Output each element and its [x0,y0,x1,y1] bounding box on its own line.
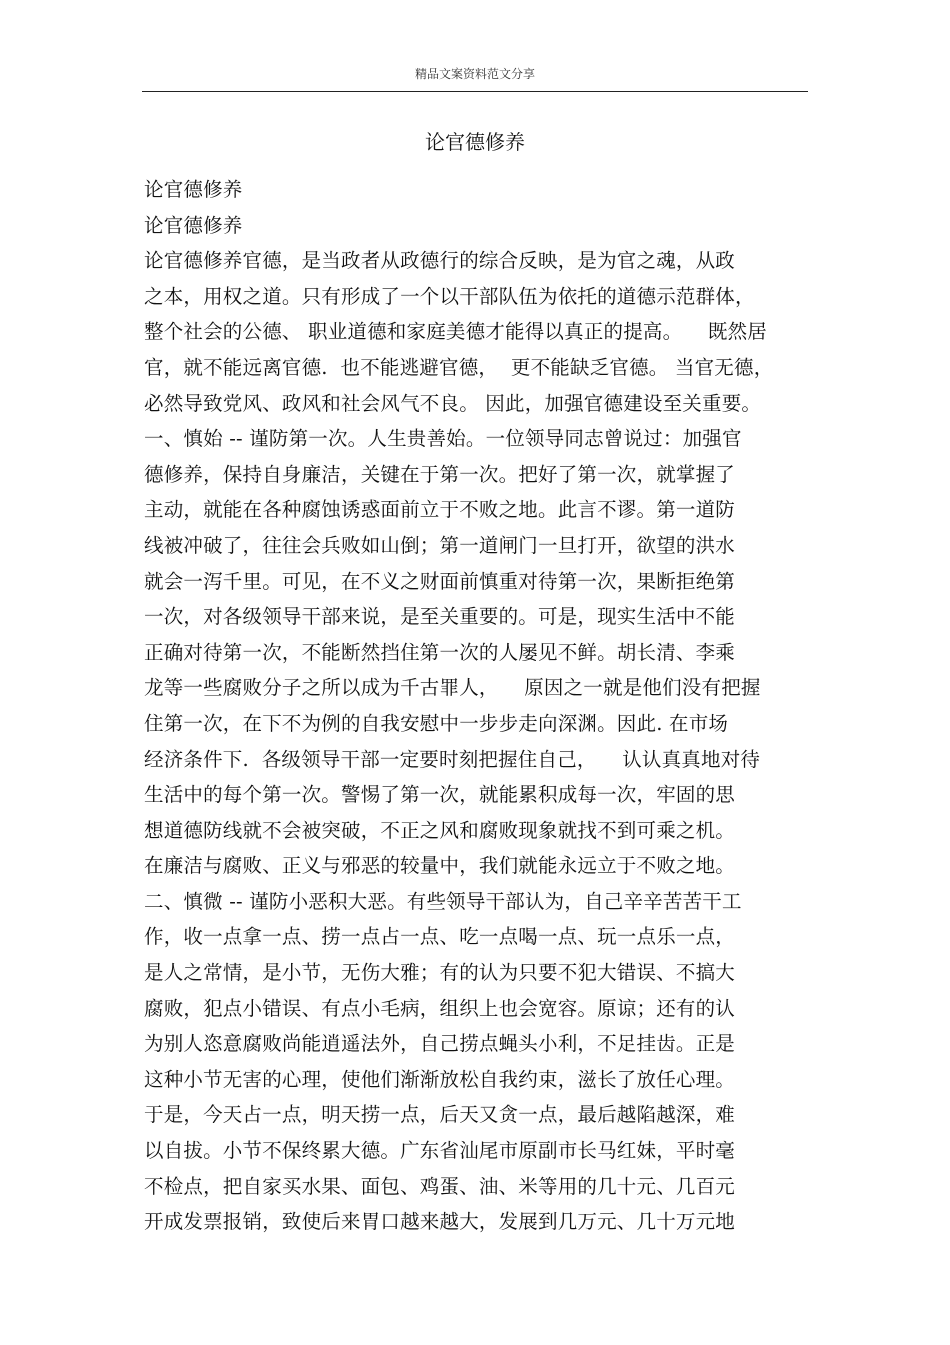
document-body [144,172,808,1240]
text-line: 一、慎始 -- 谨防第一次。人生贵善始。一位领导同志曾说过：加强官 [144,427,742,451]
text-line: 开成发票报销，致使后来胃口越来越大，发展到几万元、几十万元地 [144,1210,736,1234]
text-line: 不检点，把自家买水果、面包、鸡蛋、油、米等用的几十元、几百元 [144,1174,736,1198]
text-line: 以自拔。小节不保终累大德。广东省汕尾市原副市长马红妹，平时毫 [144,1139,736,1163]
text-line: 论官德修养官德，是当政者从政德行的综合反映，是为官之魂，从政 [144,249,736,273]
text-line: 主动，就能在各种腐蚀诱惑面前立于不败之地。此言不谬。第一道防 [144,498,736,522]
text-line: 论官德修养 [144,178,243,201]
text-line: 于是，今天占一点，明天捞一点，后天又贪一点，最后越陷越深，难 [144,1103,736,1127]
text-line: 就会一泻千里。可见，在不义之财面前慎重对待第一次，果断拒绝第 [144,569,736,593]
page-header: 精品文案资料范文分享 [414,67,535,81]
text-line: 必然导致党风、政风和社会风气不良。 因此，加强官德建设至关重要。 [144,391,762,415]
text-line: 是人之常情，是小节，无伤大雅；有的认为只要不犯大错误、不搞大 [144,961,736,985]
text-line: 线被冲破了，往往会兵败如山倒；第一道闸门一旦打开，欲望的洪水 [144,533,736,557]
text-line: 龙等一些腐败分子之所以成为千古罪人， 原因之一就是他们没有把握 [144,676,761,700]
text-line: 为别人恣意腐败尚能逍遥法外，自己捞点蝇头小利，不足挂齿。正是 [144,1032,736,1056]
text-line: 生活中的每个第一次。警惕了第一次，就能累积成每一次，牢固的思 [144,783,736,807]
text-line: 论官德修养 [144,213,243,237]
text-line: 住第一次，在下不为例的自我安慰中一步步走向深渊。因此. 在市场 [144,711,729,735]
text-line: 正确对待第一次，不能断然挡住第一次的人屡见不鲜。胡长清、李乘 [144,640,736,664]
header-divider [142,91,808,92]
text-line: 腐败，犯点小错误、有点小毛病，组织上也会宽容。原谅；还有的认 [144,996,736,1020]
text-line: 二、慎微 -- 谨防小恶积大恶。有些领导干部认为，自己辛辛苦苦干工 [144,889,742,913]
text-line: 德修养，保持自身廉洁，关键在于第一次。把好了第一次，就掌握了 [144,462,736,486]
text-line: 这种小节无害的心理，使他们渐渐放松自我约束，滋长了放任心理。 [144,1067,736,1091]
text-line: 作，收一点拿一点、捞一点占一点、吃一点喝一点、玩一点乐一点， [144,925,736,949]
text-line: 一次，对各级领导干部来说，是至关重要的。可是，现实生活中不能 [144,605,736,629]
text-line: 想道德防线就不会被突破，不正之风和腐败现象就找不到可乘之机。 [144,818,736,842]
text-line: 官，就不能远离官德. 也不能逃避官德， 更不能缺乏官德。 当官无德， [144,355,774,379]
text-line: 在廉洁与腐败、正义与邪恶的较量中，我们就能永远立于不败之地。 [144,854,736,878]
text-line: 之本，用权之道。只有形成了一个以干部队伍为依托的道德示范群体， [144,284,755,308]
document-title: 论官德修养 [425,130,525,154]
text-line: 经济条件下. 各级领导干部一定要时刻把握住自己， 认认真真地对待 [144,747,761,771]
text-line: 整个社会的公德、 职业道德和家庭美德才能得以真正的提高。 既然居 [144,320,767,344]
